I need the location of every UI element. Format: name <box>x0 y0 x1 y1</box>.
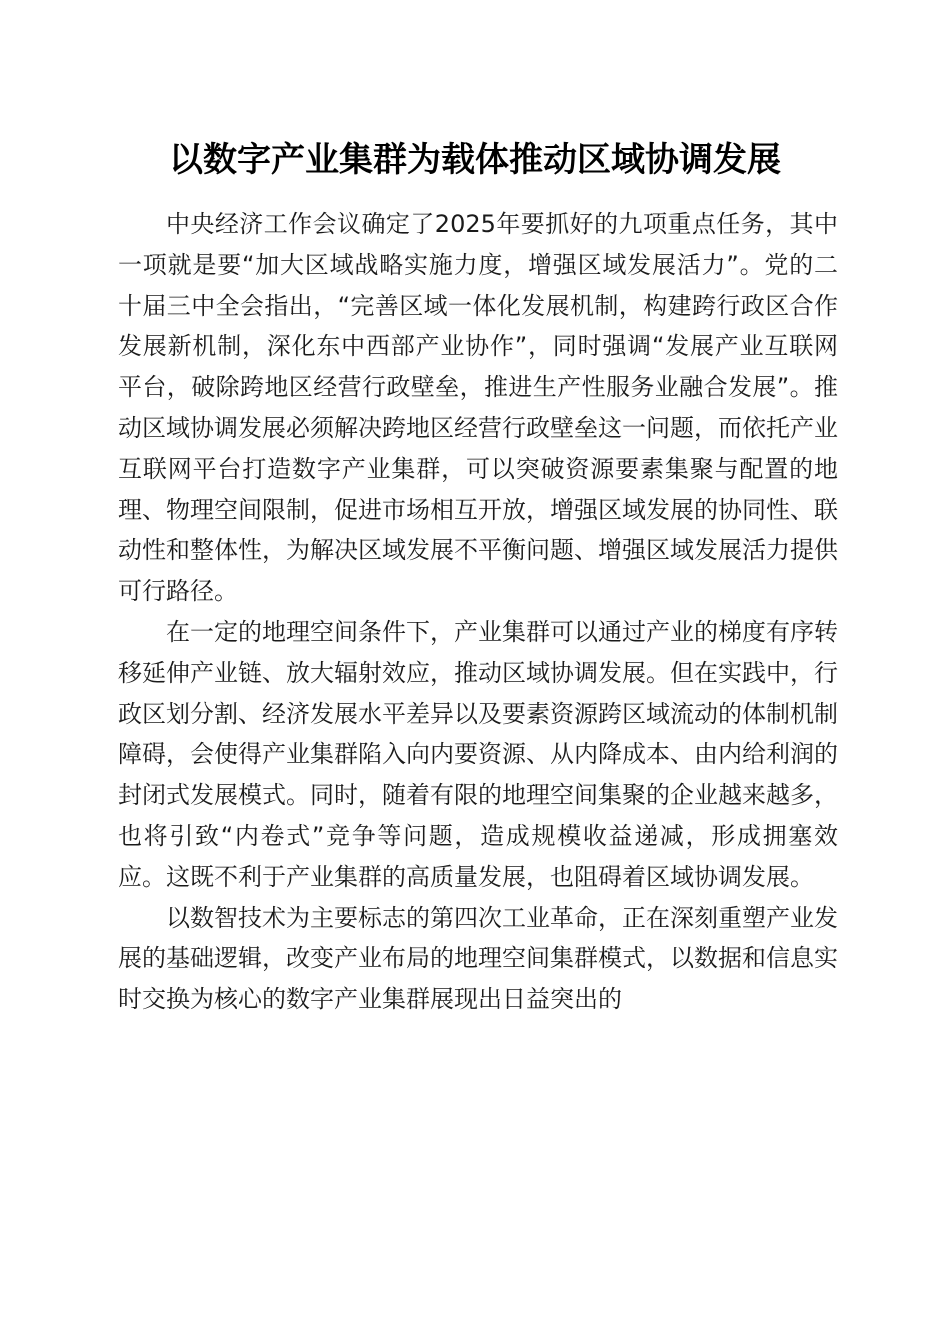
document-title: 以数字产业集群为载体推动区域协调发展 <box>169 140 781 180</box>
document-body <box>118 204 838 1020</box>
paragraph-3: 以数智技术为主要标志的第四次工业革命，正在深刻重塑产业发展的基础逻辑，改变产业布局的地理空间集群模式，以数据和信息实时交换为核心的数字产业集群展现出日益突出的 <box>118 903 838 1014</box>
paragraph-1: 中央经济工作会议确定了2025年要抓好的九项重点任务，其中一项就是要“加大区域战略实施力度，增强区域发展活力”。党的二十届三中全会指出，“完善区域一体化发展机制，构建跨行政区合作发展新机制，深化东中西部产业协作”，同时强调“发展产业互联网平台，破除跨地区经营行政壁垒，推进生产性服务业融合发展”。推动区域协调发展必须解决跨地区经营行政壁垒这一问题，而依托产业互联网平台打造数字产业集群，可以突破资源要素集聚与配置的地理、物理空间限制，促进市场相互开放，增强区域发展的协同性、联动性和整体性，为解决区域发展不平衡问题、增强区域发展活力提供可行路径。 <box>118 210 838 606</box>
paragraph-2: 在一定的地理空间条件下，产业集群可以通过产业的梯度有序转移延伸产业链、放大辐射效应，推动区域协调发展。但在实践中，行政区划分割、经济发展水平差异以及要素资源跨区域流动的体制机制障碍，会使得产业集群陷入向内要资源、从内降成本、由内给利润的封闭式发展模式。同时，随着有限的地理空间集聚的企业越来越多，也将引致“内卷式”竞争等问题，造成规模收益递减，形成拥塞效应。这既不利于产业集群的高质量发展，也阻碍着区域协调发展。 <box>118 617 838 891</box>
